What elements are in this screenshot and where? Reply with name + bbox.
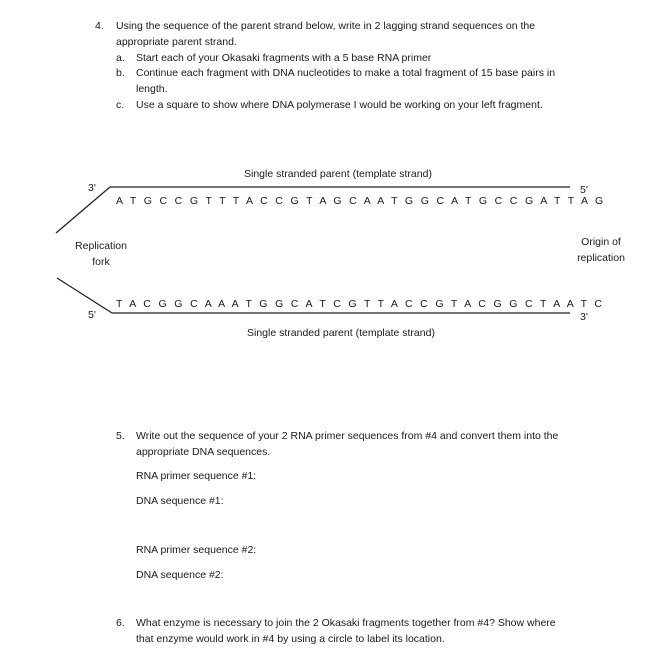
q4-item-c-marker: c. <box>116 99 125 111</box>
q6-text-line1: What enzyme is necessary to join the 2 Okasaki fragments together from #4? Show where <box>136 617 556 629</box>
bottom-strand-3prime: 3' <box>580 311 588 323</box>
q4-item-a-text: Start each of your Okasaki fragments with a 5 base RNA primer <box>136 52 432 64</box>
q4-item-b-marker: b. <box>116 67 125 79</box>
dna-sequence-1-label: DNA sequence #1: <box>136 495 224 507</box>
top-strand-sequence: A T G C C G T T T A C C G T A G C A A T G G C A T G C C G A T T A G <box>116 195 606 207</box>
rna-primer-1-label: RNA primer sequence #1: <box>136 470 257 482</box>
q4-number: 4. <box>95 20 104 32</box>
q4-item-b-text-cont: length. <box>136 83 168 95</box>
top-fork-arm <box>56 187 110 233</box>
top-strand-5prime: 5' <box>580 184 588 196</box>
top-strand-3prime: 3' <box>88 182 96 194</box>
replication-fork-label-line2: fork <box>92 256 110 268</box>
q4-item-a-marker: a. <box>116 52 125 64</box>
rna-primer-2-label: RNA primer sequence #2: <box>136 544 257 556</box>
q4-text-line1: Using the sequence of the parent strand below, write in 2 lagging strand sequences on the <box>116 20 536 32</box>
bottom-strand-label: Single stranded parent (template strand) <box>247 327 435 339</box>
dna-sequence-2-label: DNA sequence #2: <box>136 569 224 581</box>
q4-item-c-text: Use a square to show where DNA polymerase I would be working on your left fragment. <box>136 99 543 111</box>
q4-item-b-text: Continue each fragment with DNA nucleotides to make a total fragment of 15 base pairs in <box>136 67 556 79</box>
bottom-strand-sequence: T A C G G C A A A T G G C A T C G T T A C C G T A C G G C T A A T C <box>116 298 605 310</box>
bottom-strand-5prime: 5' <box>88 309 96 321</box>
q5-text-line2: appropriate DNA sequences. <box>136 446 271 458</box>
bottom-fork-arm <box>57 278 112 313</box>
q5-text-line1: Write out the sequence of your 2 RNA primer sequences from #4 and convert them into the <box>136 430 559 442</box>
origin-label-line2: replication <box>577 252 625 264</box>
top-strand-label: Single stranded parent (template strand) <box>244 168 432 180</box>
replication-fork-label-line1: Replication <box>75 240 127 252</box>
q5-number: 5. <box>116 430 125 442</box>
q4-text-line2: appropriate parent strand. <box>116 36 237 48</box>
q6-number: 6. <box>116 617 125 629</box>
origin-label-line1: Origin of <box>581 236 621 248</box>
q6-text-line2: that enzyme would work in #4 by using a circle to label its location. <box>136 633 445 645</box>
